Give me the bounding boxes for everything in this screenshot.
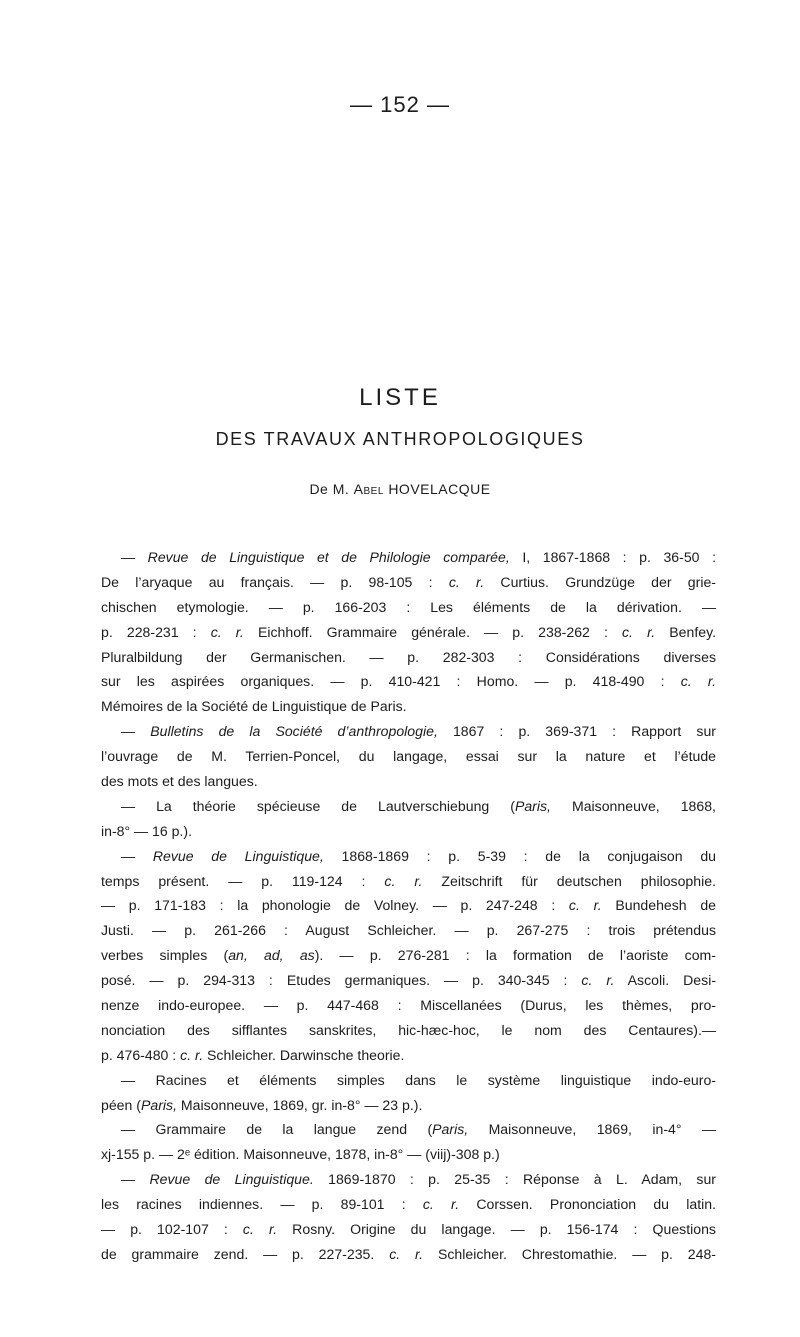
text-segment: — [121,549,148,565]
text-line [101,844,716,869]
text-segment: in-8° — 16 p.). [101,822,193,839]
italic-segment: Revue de Linguistique et de Philologie comparée, [147,549,510,565]
text-segment: Mémoires de la Société de Linguistique de Paris. [101,698,407,715]
text-line [101,545,716,570]
text-line [101,943,716,968]
bibliography-text [101,545,716,1267]
text-line [101,1093,716,1118]
text-segment: nenze indo-europee. — p. 447-468 : Miscellanées (Durus, les thèmes, pro- [101,997,716,1014]
text-segment: Eichhoff. Grammaire générale. — p. 238-262 : [243,623,622,640]
italic-segment: an, ad, as [228,947,315,964]
text-segment: chischen etymologie. — p. 166-203 : Les éléments de la dérivation. — [101,598,716,615]
italic-segment: c. r. [581,972,615,989]
text-line [101,869,716,894]
text-segment: 1867 : p. 369-371 : Rapport sur [437,723,716,740]
text-segment: de grammaire zend. — p. 227-235. [101,1245,390,1262]
text-line [101,620,716,645]
italic-segment: c. r. [448,573,485,590]
text-segment: — Racines et éléments simples dans le système linguistique indo-euro- [121,1071,716,1088]
text-segment: 1869-1870 : p. 25-35 : Réponse à L. Adam, sur [313,1171,716,1188]
text-segment: — [121,723,151,740]
italic-segment: c. r. [210,623,244,640]
text-segment: I, 1867-1868 : p. 36-50 : [509,549,716,565]
italic-segment: Paris, [140,1096,177,1113]
text-segment: Ascoli. Desi- [614,972,716,989]
text-line [101,1192,716,1217]
text-line [101,595,716,620]
text-line [101,819,716,844]
author-prefix: De M. [309,481,350,497]
page-subtitle: DES TRAVAUX ANTHROPOLOGIQUES [215,429,585,449]
text-line [101,918,716,943]
text-line [101,694,716,719]
text-line [101,1117,716,1142]
text-segment: — Grammaire de la langue zend ( [121,1121,433,1138]
text-line [101,993,716,1018]
text-line [101,1142,716,1167]
italic-segment: c. r. [180,1046,204,1063]
text-segment: xj-155 p. — 2ᵉ édition. Maisonneuve, 1878, in-8° — (viij)-308 p.) [101,1146,500,1163]
author-last-name: HOVELACQUE [388,481,491,497]
text-segment: Maisonneuve, 1869, in-4° — [468,1121,716,1138]
text-line [101,1167,716,1192]
text-line [101,968,716,993]
italic-segment: c. r. [389,1245,424,1262]
text-segment: De l’aryaque au français. — p. 98-105 : [101,573,449,590]
text-segment: Schleicher. Darwinsche theorie. [203,1046,405,1063]
text-segment: Benfey. [655,623,716,640]
italic-segment: c. r. [242,1221,278,1238]
text-line [101,769,716,794]
italic-segment: c. r. [422,1196,460,1213]
italic-segment: c. r. [384,872,423,889]
text-segment: Bundehesh de [601,897,716,914]
text-segment: temps présent. — p. 119-124 : [101,872,385,889]
text-line [101,645,716,670]
text-segment: verbes simples ( [101,947,229,964]
text-segment: — [121,847,153,864]
text-segment: Zeitschrift für deutschen philosophie. [422,872,716,889]
text-segment: Curtius. Grundzüge der grie- [484,573,716,590]
text-segment: Corssen. Prononciation du latin. [459,1196,716,1213]
text-line [101,1068,716,1093]
text-segment: Rosny. Origine du langage. — p. 156-174 : Questions [277,1221,716,1238]
text-segment: — La théorie spécieuse de Lautverschiebung ( [121,797,515,814]
text-segment: ). — p. 276-281 : la formation de l’aoriste com- [314,947,716,964]
text-segment: posé. — p. 294-313 : Etudes germaniques. — p. 340-345 : [101,972,582,989]
text-segment: nonciation des sifflantes sanskrites, hic-hæc-hoc, le nom des Centaures).— [101,1021,716,1038]
text-line [101,719,716,744]
text-segment: p. 228-231 : [101,623,211,640]
text-line [101,1217,716,1242]
text-segment: l’ouvrage de M. Terrien-Poncel, du langage, essai sur la nature et l’étude [101,748,716,765]
text-line [101,794,716,819]
text-segment: Maisonneuve, 1868, [550,797,716,814]
text-line [101,669,716,694]
text-line [101,570,716,595]
italic-segment: Paris, [514,797,551,814]
text-segment: sur les aspirées organiques. — p. 410-421 : Homo. — p. 418-490 : [101,673,681,690]
text-segment: des mots et des langues. [101,773,258,790]
text-segment: — [121,1171,150,1188]
text-segment: — p. 171-183 : la phonologie de Volney. — p. 247-248 : [101,897,569,914]
author-line [0,481,800,497]
text-segment: — p. 102-107 : [101,1221,243,1238]
text-line [101,1018,716,1043]
text-line [101,1043,716,1068]
text-segment: Pluralbildung der Germanischen. — p. 282-303 : Considérations diverses [101,648,716,665]
italic-segment: c. r. [680,673,716,690]
italic-segment: Bulletins de la Société d’anthropologie, [150,723,438,740]
page-title: LISTE [359,384,441,411]
italic-segment: Revue de Linguistique. [149,1171,314,1188]
page-number: — 152 — [350,92,450,117]
text-segment: Maisonneuve, 1869, gr. in-8° — 23 p.). [177,1096,423,1113]
italic-segment: c. r. [622,623,656,640]
text-line [101,744,716,769]
italic-segment: c. r. [568,897,602,914]
italic-segment: Paris, [432,1121,469,1138]
text-segment: 1868-1869 : p. 5-39 : de la conjugaison du [323,847,716,864]
text-segment: Schleicher. Chrestomathie. — p. 248- [423,1245,716,1262]
italic-segment: Revue de Linguistique, [152,847,324,864]
text-segment: Justi. — p. 261-266 : August Schleicher. — p. 267-275 : trois prétendus [101,922,716,939]
text-line [101,1242,716,1267]
text-segment: p. 476-480 : [101,1046,181,1063]
text-line [101,893,716,918]
text-segment: les racines indiennes. — p. 89-101 : [101,1196,423,1213]
author-first-name: Abel [353,481,384,497]
text-segment: péen ( [101,1096,141,1113]
